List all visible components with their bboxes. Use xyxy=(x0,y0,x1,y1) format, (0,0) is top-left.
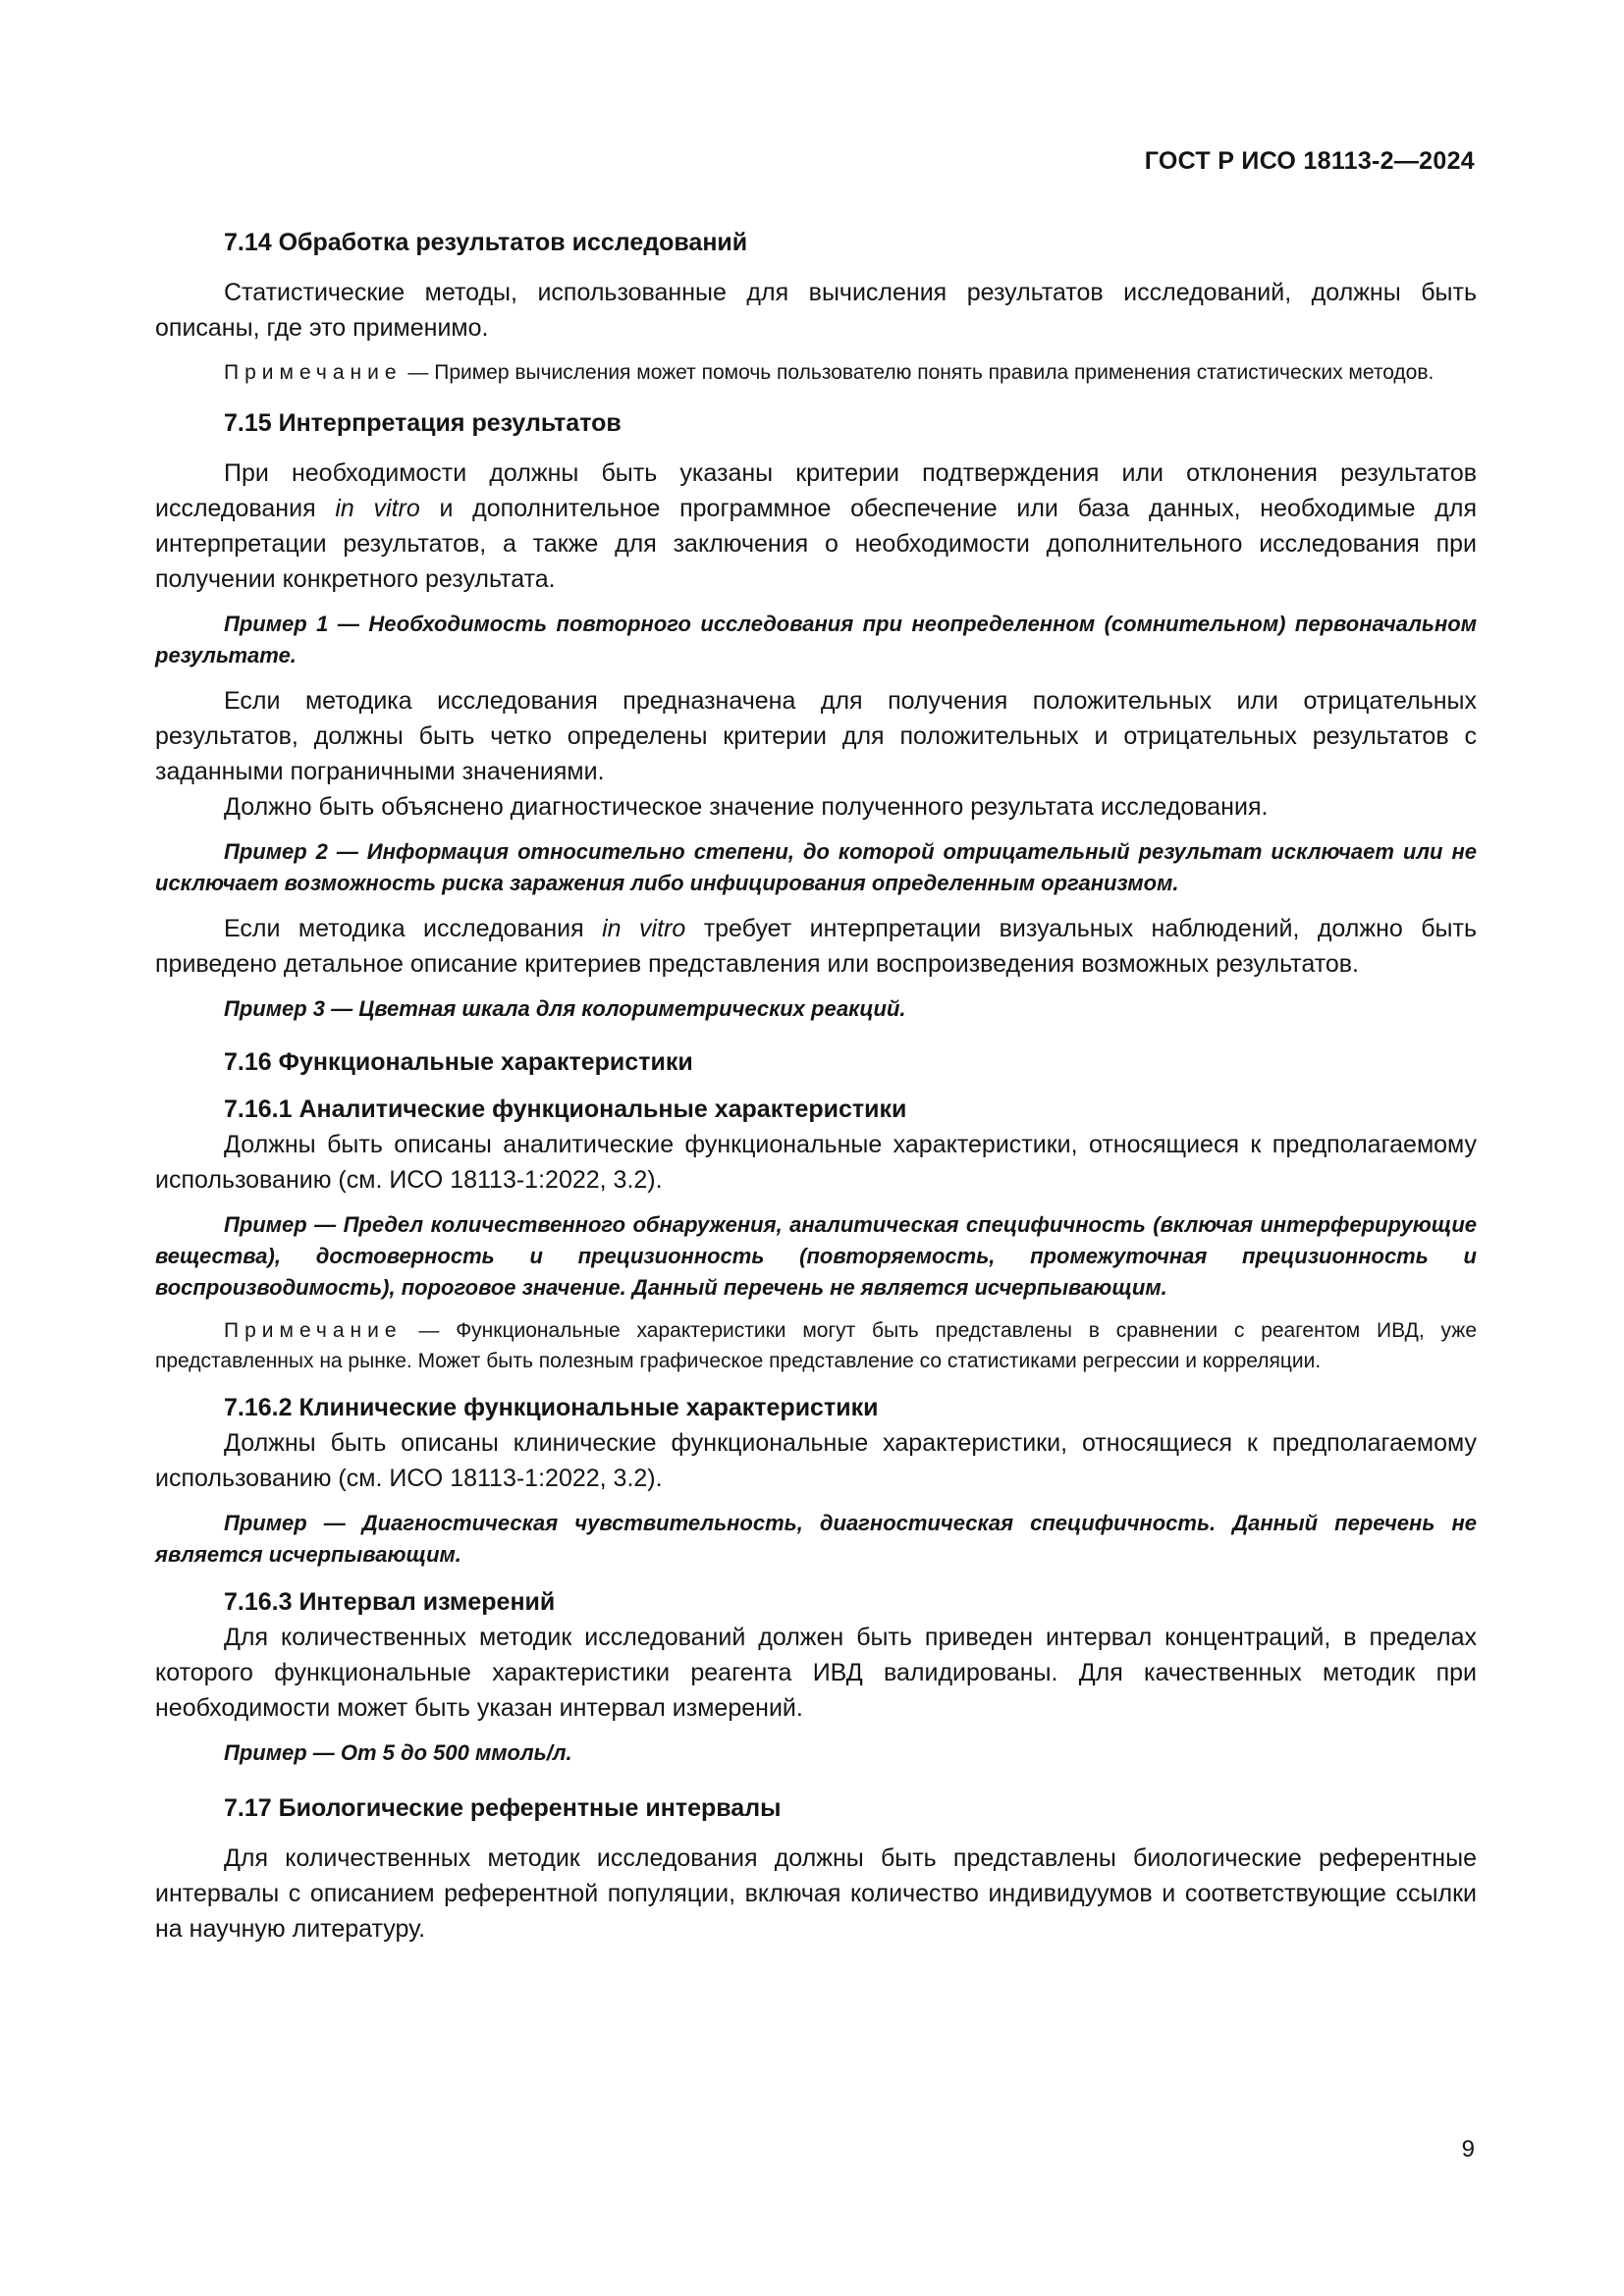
paragraph: Для количественных методик исследований должен быть приведен интервал концентраций, в пределах которого функциональные характеристики реагента ИВД валидированы. Для качественных методик при необходимости может быть указан интервал измерений. xyxy=(155,1624,1477,1722)
paragraph: Для количественных методик исследования должны быть представлены биологические референтные интервалы с описанием референтной популяции, включая количество индивидуумов и соответствующие ссылки на научную литературу. xyxy=(155,1844,1477,1943)
note xyxy=(155,1315,1477,1376)
paragraph: Статистические методы, использованные для вычисления результатов исследований, должны быть описаны, где это применимо. xyxy=(155,279,1477,342)
paragraph: Должны быть описаны клинические функциональные характеристики, относящиеся к предполагаемому использованию (см. ИСО 18113-1:2022, 3.2). xyxy=(155,1429,1477,1492)
note xyxy=(155,357,1477,388)
page-content xyxy=(155,225,1477,1947)
example: Пример — Предел количественного обнаружения, аналитическая специфичность (включая интерферирующие вещества), достоверность и прецизионность (повторяемость, промежуточная прецизионность и воспроизводимость), пороговое значение. Данный перечень не является исчерпывающим. xyxy=(155,1212,1477,1300)
text-run: требует интерпретации визуальных наблюдений, должно быть приведено детальное описание критериев представления или воспроизведения возможных результатов. xyxy=(155,915,1478,978)
italic-term: in vitro xyxy=(602,915,686,942)
section-heading-7-16: 7.16 Функциональные характеристики xyxy=(224,1048,693,1076)
subsection-heading-7-16-3: 7.16.3 Интервал измерений xyxy=(224,1588,556,1616)
section-heading-7-17: 7.17 Биологические референтные интервалы xyxy=(224,1794,782,1822)
example-1: Пример 1 — Необходимость повторного исследования при неопределенном (сомнительном) первоначальном результате. xyxy=(155,612,1477,667)
section-heading-7-14: 7.14 Обработка результатов исследований xyxy=(224,229,748,256)
example: Пример — Диагностическая чувствительность, диагностическая специфичность. Данный перечень не является исчерпывающим. xyxy=(155,1511,1477,1567)
italic-term: in vitro xyxy=(335,495,420,522)
paragraph xyxy=(155,911,1477,982)
page-number: 9 xyxy=(1461,2136,1475,2163)
text-run: Если методика исследования xyxy=(224,915,603,942)
paragraph xyxy=(155,455,1477,597)
paragraph: Если методика исследования предназначена для получения положительных или отрицательных результатов, должны быть четко определены критерии для положительных и отрицательных результатов с заданными пограничными значениями. xyxy=(155,687,1477,785)
text-run: При необходимости должны быть указаны критерии подтверждения или отклонения результатов исследования xyxy=(155,459,1477,522)
note-text: — Пример вычисления может помочь пользователю понять правила применения статистических методов. xyxy=(402,361,1435,384)
subsection-heading-7-16-2: 7.16.2 Клинические функциональные характеристики xyxy=(224,1394,879,1421)
document-id-header: ГОСТ Р ИСО 18113-2—2024 xyxy=(1144,147,1475,175)
example: Пример — От 5 до 500 ммоль/л. xyxy=(224,1740,572,1765)
example-3: Пример 3 — Цветная шкала для колориметрических реакций. xyxy=(224,996,906,1021)
subsection-heading-7-16-1: 7.16.1 Аналитические функциональные характеристики xyxy=(224,1095,907,1123)
section-heading-7-15: 7.15 Интерпретация результатов xyxy=(224,409,622,437)
note-label: Примечание xyxy=(224,1319,403,1342)
note-label: Примечание xyxy=(224,361,403,384)
example-2: Пример 2 — Информация относительно степени, до которой отрицательный результат исключает или не исключает возможность риска заражения либо инфицирования определенным организмом. xyxy=(155,839,1477,895)
paragraph: Должны быть описаны аналитические функциональные характеристики, относящиеся к предполагаемому использованию (см. ИСО 18113-1:2022, 3.2). xyxy=(155,1131,1477,1194)
text-run: и дополнительное программное обеспечение или база данных, необходимые для интерпретации результатов, а также для заключения о необходимости дополнительного исследования при получении конкретного результата. xyxy=(155,495,1478,593)
note-text: — Функциональные характеристики могут быть представлены в сравнении с реагентом ИВД, уже представленных на рынке. Может быть полезным графическое представление со статистиками регрессии и корреляции. xyxy=(155,1319,1477,1372)
paragraph: Должно быть объяснено диагностическое значение полученного результата исследования. xyxy=(224,793,1269,821)
